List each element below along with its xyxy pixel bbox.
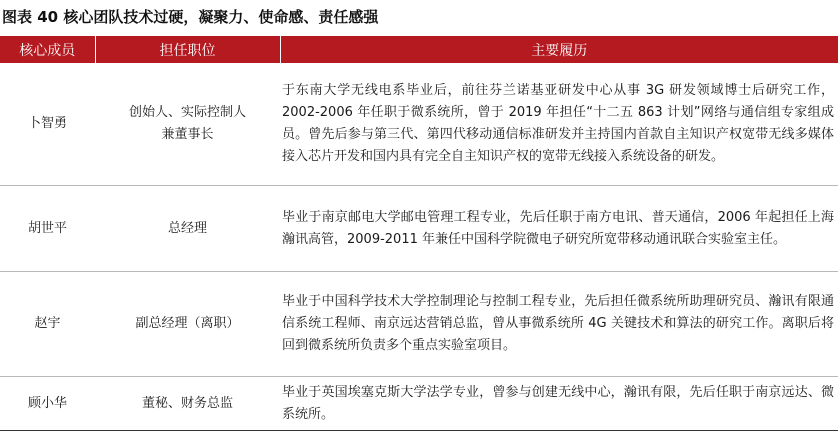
member-position (95, 63, 280, 186)
position-line: 董秘、财务总监 (141, 395, 233, 411)
member-name: 卜智勇 (0, 63, 95, 186)
member-resume: 毕业于中国科学技术大学控制理论与控制工程专业，先后担任微系统所助理研究员、瀚讯有限通信系统工程师、南京远达营销总监，曾从事微系统所 4G 关键技术和算法的研究工作。离职后将回到微系统所负责多个重点实验室项目。 (280, 272, 838, 377)
member-position (95, 272, 280, 377)
member-position (95, 377, 280, 431)
header-member: 核心成员 (0, 36, 95, 63)
header-position: 担任职位 (95, 36, 280, 63)
position-line: 兼董事长 (161, 127, 214, 142)
table-row (0, 186, 838, 272)
member-resume: 毕业于英国埃塞克斯大学法学专业，曾参与创建无线中心，瀚讯有限，先后任职于南京远达、微系统所。 (280, 377, 838, 431)
table-row (0, 377, 838, 431)
figure-title: 图表 40 核心团队技术过硬，凝聚力、使命感、责任感强 (2, 8, 379, 26)
position-line: 副总经理（离职） (135, 316, 240, 331)
member-resume: 于东南大学无线电系毕业后，前往芬兰诺基亚研发中心从事 3G 研发领域博士后研究工作，2002-2006 年任职于微系统所，曾于 2019 年担任“十二五 863 计划”网络与通信组专家组成员。曾先后参与第三代、第四代移动通信标准研发并主持国内首款自主知识产权宽带无线多媒体接入芯片开发和国内具有完全自主知识产权的宽带无线接入系统设备的研发。 (280, 63, 838, 186)
member-name: 顾小华 (0, 377, 95, 431)
header-resume: 主要履历 (280, 36, 838, 63)
member-resume: 毕业于南京邮电大学邮电管理工程专业，先后任职于南方电讯、普天通信，2006 年起担任上海瀚讯高管，2009-2011 年兼任中国科学院微电子研究所宽带移动通讯联合实验室主任。 (280, 186, 838, 272)
position-line: 创始人、实际控制人 (128, 105, 246, 120)
core-team-table (0, 36, 838, 431)
table-header-row (0, 36, 838, 63)
position-line: 总经理 (167, 220, 207, 236)
member-position (95, 186, 280, 272)
table-row (0, 272, 838, 377)
member-name: 赵宇 (0, 272, 95, 377)
member-name: 胡世平 (0, 186, 95, 272)
table-row (0, 63, 838, 186)
